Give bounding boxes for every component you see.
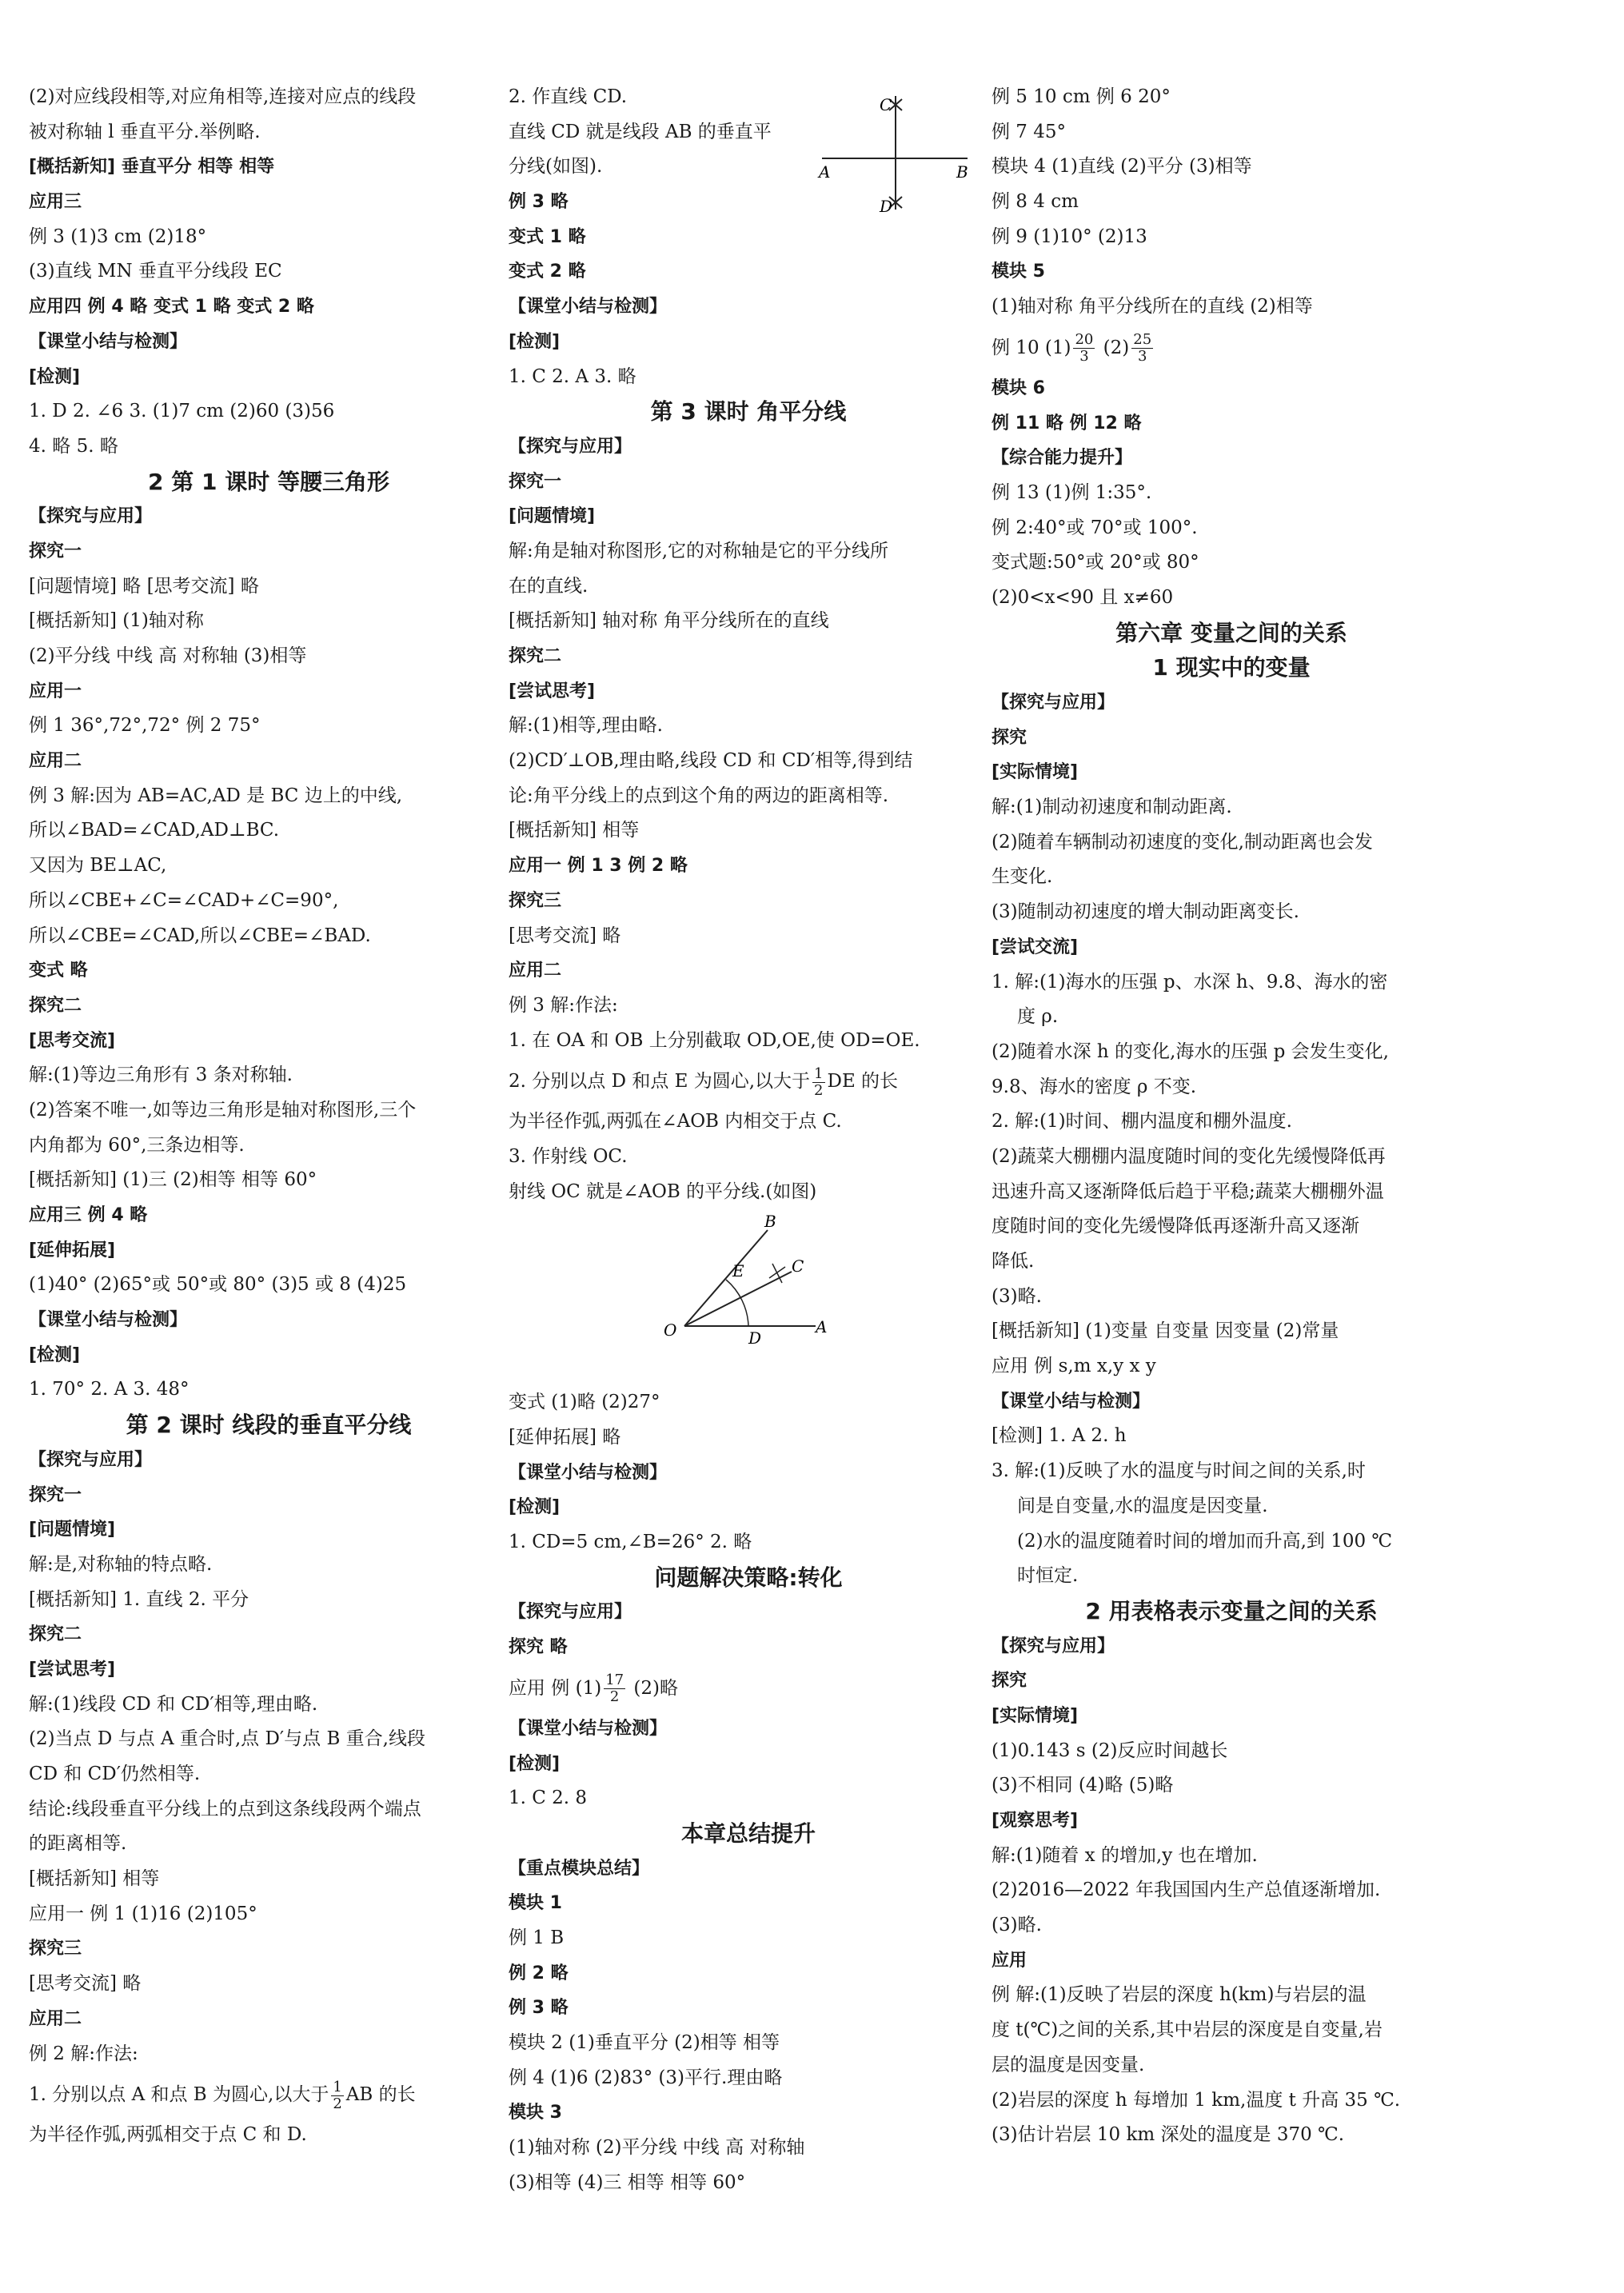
- bold-line: [检测]: [29, 1344, 81, 1365]
- denominator: 3: [1137, 348, 1147, 366]
- bold-line: 模块 1: [509, 1893, 562, 1914]
- text-line: [思考交流] 略: [509, 925, 621, 946]
- text-line: [概括新知] 轴对称 角平分线所在的直线: [509, 610, 829, 632]
- text-line: (3)相等 (4)三 相等 相等 60°: [509, 2171, 746, 2193]
- bold-line: 应用二: [29, 2008, 82, 2029]
- text-line: (2)答案不唯一,如等边三角形是轴对称图形,三个: [29, 1099, 417, 1121]
- text-line: (2)0<x<90 且 x≠60: [992, 586, 1174, 608]
- text-line: (1)0.143 s (2)反应时间越长: [992, 1740, 1228, 1761]
- bold-line: [问题情境]: [29, 1520, 116, 1540]
- text-line: 变式 (1)略 (2)27°: [509, 1392, 660, 1413]
- bold-line: 【课堂小结与检测】: [509, 1462, 668, 1483]
- column-1: [29, 80, 509, 2153]
- label-b: B: [956, 162, 968, 182]
- text-line: 内角都为 60°,三条边相等.: [29, 1134, 245, 1156]
- text-line: 1. C 2. 8: [509, 1788, 588, 1809]
- text-line: 所以∠CBE+∠C=∠CAD+∠C=90°,: [29, 889, 339, 911]
- bold-line: 应用二: [509, 961, 562, 981]
- text-line: 例 2 解:作法:: [29, 2043, 138, 2064]
- numerator: 1: [333, 2078, 342, 2095]
- text-line: [概括新知] (1)变量 自变量 因变量 (2)常量: [992, 1320, 1339, 1342]
- text-line: 解:(1)线段 CD 和 CD′相等,理由略.: [29, 1693, 318, 1715]
- text-line: 例 8 4 cm: [992, 191, 1079, 213]
- text-line: [延伸拓展] 略: [509, 1427, 621, 1448]
- angle-bisector-figure: [656, 1208, 840, 1344]
- text-line: 度随时间的变化先缓慢降低再逐渐升高又逐渐: [992, 1216, 1359, 1237]
- section-heading: 问题解决策略:转化: [654, 1564, 843, 1591]
- bold-line: [实际情境]: [992, 762, 1079, 783]
- text-line: (3)随制动初速度的增大制动距离变长.: [992, 901, 1299, 923]
- text-line: 降低.: [992, 1251, 1035, 1272]
- bold-line: [尝试思考]: [509, 681, 596, 701]
- fraction: [812, 1066, 824, 1099]
- text-line: 模块 2 (1)垂直平分 (2)相等 相等: [509, 2032, 780, 2053]
- fraction: [1131, 332, 1153, 365]
- section-heading: 第六章 变量之间的关系: [1115, 619, 1347, 646]
- label-e: E: [732, 1261, 744, 1280]
- numerator: 20: [1075, 331, 1094, 349]
- text-line: 例 4 (1)6 (2)83° (3)平行.理由略: [509, 2067, 783, 2088]
- text-line: 1. CD=5 cm,∠B=26° 2. 略: [509, 1532, 752, 1553]
- text-line: 例 3 解:因为 AB=AC,AD 是 BC 边上的中线,: [29, 785, 403, 806]
- label-o: O: [664, 1320, 677, 1340]
- text-line: (3)略.: [992, 1285, 1042, 1307]
- text-line: 解:(1)等边三角形有 3 条对称轴.: [29, 1065, 293, 1086]
- bold-line: 应用一 例 1 3 例 2 略: [509, 856, 688, 877]
- text-line: 1. 70° 2. A 3. 48°: [29, 1379, 190, 1400]
- denominator: 2: [814, 1081, 824, 1099]
- bold-line: 探究三: [29, 1939, 82, 1959]
- bold-line: 【课堂小结与检测】: [509, 297, 668, 318]
- bold-line: 【探究与应用】: [29, 1449, 153, 1470]
- line-text: 2. 分别以点 D 和点 E 为圆心,以大于: [509, 1071, 811, 1093]
- bold-line: 模块 3: [509, 2103, 562, 2123]
- text-line: (2)水的温度随着时间的增加而升高,到 100 ℃: [1017, 1530, 1393, 1552]
- bold-line: 探究一: [29, 541, 82, 561]
- bold-line: [思考交流]: [29, 1030, 116, 1051]
- text-line: 例 5 10 cm 例 6 20°: [992, 86, 1171, 107]
- text-line: 间是自变量,水的温度是因变量.: [1017, 1495, 1268, 1516]
- line-text: AB 的长: [345, 2084, 416, 2106]
- text-line: 论:角平分线上的点到这个角的两边的距离相等.: [509, 785, 889, 806]
- section-heading: 第 3 课时 角平分线: [650, 398, 847, 425]
- text-line: (2)对应线段相等,对应角相等,连接对应点的线段: [29, 86, 417, 107]
- bold-line: 模块 5: [992, 262, 1045, 282]
- bold-line: [延伸拓展]: [29, 1240, 116, 1260]
- bold-line: 应用三: [29, 192, 82, 213]
- bold-line: 模块 6: [992, 378, 1045, 398]
- bold-line: [检测]: [509, 1497, 561, 1518]
- bold-line: 例 3 略: [509, 192, 569, 213]
- bold-line: 探究: [992, 727, 1027, 748]
- text-line: (3)不相同 (4)略 (5)略: [992, 1775, 1174, 1796]
- text-line: 1. 解:(1)海水的压强 p、水深 h、9.8、海水的密: [992, 971, 1388, 993]
- text-line: CD 和 CD′仍然相等.: [29, 1764, 201, 1784]
- text-line: (2)蔬菜大棚棚内温度随时间的变化先缓慢降低再: [992, 1145, 1386, 1167]
- text-line: 例 3 解:作法:: [509, 994, 618, 1016]
- text-line: (1)轴对称 角平分线所在的直线 (2)相等: [992, 296, 1313, 318]
- text-line: 解:(1)制动初速度和制动距离.: [992, 797, 1232, 818]
- bold-line: 探究一: [29, 1484, 82, 1505]
- text-line: 例 13 (1)例 1:35°.: [992, 481, 1152, 503]
- text-line: 分线(如图).: [509, 156, 603, 178]
- text-line: 生变化.: [992, 866, 1053, 888]
- bold-line: [概括新知] 垂直平分 相等 相等: [29, 157, 275, 178]
- text-line: 例 7 45°: [992, 121, 1067, 142]
- bold-line: 【探究与应用】: [509, 436, 632, 457]
- text-line: [检测] 1. A 2. h: [992, 1425, 1127, 1447]
- bold-line: 【综合能力提升】: [992, 448, 1133, 469]
- text-line: 例 1 36°,72°,72° 例 2 75°: [29, 715, 261, 737]
- text-line: 被对称轴 l 垂直平分.举例略.: [29, 121, 261, 142]
- line-text: 1. 分别以点 A 和点 B 为圆心,以大于: [29, 2084, 329, 2106]
- text-line: (1)轴对称 (2)平分线 中线 高 对称轴: [509, 2137, 805, 2159]
- text-line: 例 1 B: [509, 1927, 565, 1948]
- text-line: (2)随着车辆制动初速度的变化,制动距离也会发: [992, 831, 1373, 853]
- denominator: 2: [333, 2095, 342, 2112]
- bold-line: 探究: [992, 1671, 1027, 1692]
- fraction: [604, 1672, 625, 1705]
- line-text: (2): [1097, 337, 1130, 358]
- bold-line: 应用: [992, 1950, 1027, 1971]
- text-line: [992, 325, 1471, 371]
- bold-line: 应用三 例 4 略: [29, 1205, 148, 1225]
- text-line: [概括新知] 1. 直线 2. 平分: [29, 1588, 249, 1610]
- text-line: (2)当点 D 与点 A 重合时,点 D′与点 B 重合,线段: [29, 1728, 425, 1750]
- text-line: 解:角是轴对称图形,它的对称轴是它的平分线所: [509, 540, 889, 561]
- text-line: (1)40° (2)65°或 50°或 80° (3)5 或 8 (4)25: [29, 1274, 407, 1296]
- text-line: 例 2:40°或 70°或 100°.: [992, 517, 1198, 538]
- bold-line: 【课堂小结与检测】: [509, 1718, 668, 1739]
- fraction: [1073, 332, 1095, 365]
- text-line: [509, 1665, 988, 1712]
- text-line: 在的直线.: [509, 575, 589, 597]
- perpendicular-bisector-figure: [816, 88, 976, 216]
- text-line: 射线 OC 就是∠AOB 的平分线.(如图): [509, 1180, 817, 1202]
- bold-line: 探究 略: [509, 1637, 568, 1658]
- text-line: [概括新知] 相等: [509, 820, 640, 841]
- bold-line: 应用二: [29, 751, 82, 772]
- bold-line: 【课堂小结与检测】: [29, 331, 188, 352]
- bold-line: 变式 1 略: [509, 226, 586, 247]
- text-line: 又因为 BE⊥AC,: [29, 855, 167, 877]
- text-line: 2. 解:(1)时间、棚内温度和棚外温度.: [992, 1111, 1292, 1133]
- bold-line: [尝试交流]: [992, 937, 1079, 957]
- text-line: 所以∠CBE=∠CAD,所以∠CBE=∠BAD.: [29, 925, 371, 946]
- text-line: (3)直线 MN 垂直平分线段 EC: [29, 261, 282, 282]
- label-b: B: [764, 1212, 776, 1231]
- bold-line: 探究一: [509, 471, 562, 492]
- bold-line: 探究二: [509, 646, 562, 666]
- text-line: 3. 解:(1)反映了水的温度与时间之间的关系,时: [992, 1460, 1366, 1482]
- bold-line: 变式 2 略: [509, 262, 586, 282]
- denominator: 3: [1079, 348, 1089, 366]
- text-line: 解:(1)随着 x 的增加,y 也在增加.: [992, 1844, 1258, 1866]
- text-line: [问题情境] 略 [思考交流] 略: [29, 575, 259, 597]
- bold-line: 【探究与应用】: [992, 1636, 1115, 1656]
- text-line: [509, 1058, 988, 1105]
- section-heading: 2 用表格表示变量之间的关系: [1085, 1597, 1378, 1624]
- bold-line: 例 2 略: [509, 1963, 569, 1983]
- bold-line: [实际情境]: [992, 1705, 1079, 1726]
- bold-line: 探究三: [509, 890, 562, 911]
- bold-line: [尝试思考]: [29, 1659, 116, 1680]
- text-line: (2)平分线 中线 高 对称轴 (3)相等: [29, 645, 307, 666]
- text-line: 例 9 (1)10° (2)13: [992, 226, 1147, 247]
- section-heading: 2 第 1 课时 等腰三角形: [148, 468, 389, 495]
- bold-line: [问题情境]: [509, 506, 596, 527]
- section-heading: 本章总结提升: [680, 1820, 816, 1847]
- text-line: 结论:线段垂直平分线上的点到这条线段两个端点: [29, 1798, 421, 1820]
- bold-line: [检测]: [509, 1753, 561, 1774]
- text-line: (3)估计岩层 10 km 深处的温度是 370 ℃.: [992, 2124, 1345, 2146]
- text-line: 所以∠BAD=∠CAD,AD⊥BC.: [29, 820, 280, 841]
- text-line: 解:(1)相等,理由略.: [509, 715, 663, 737]
- numerator: 1: [814, 1065, 824, 1082]
- text-line: [思考交流] 略: [29, 1973, 142, 1995]
- text-line: (2)CD′⊥OB,理由略,线段 CD 和 CD′相等,得到结: [509, 750, 913, 772]
- bold-line: 【课堂小结与检测】: [29, 1310, 188, 1331]
- numerator: 17: [605, 1672, 624, 1689]
- bold-line: 【课堂小结与检测】: [992, 1391, 1151, 1412]
- text-line: 1. C 2. A 3. 略: [509, 366, 636, 387]
- text-line: (2)随着水深 h 的变化,海水的压强 p 会发生变化,: [992, 1041, 1389, 1062]
- text-line: 1. D 2. ∠6 3. (1)7 cm (2)60 (3)56: [29, 401, 335, 422]
- numerator: 25: [1133, 331, 1152, 349]
- bold-line: 应用一: [29, 681, 82, 701]
- text-line: [29, 2071, 509, 2118]
- bold-line: 例 11 略 例 12 略: [992, 413, 1142, 433]
- column-2: [509, 80, 988, 2200]
- text-line: 模块 4 (1)直线 (2)平分 (3)相等: [992, 156, 1252, 178]
- text-line: 应用一 例 1 (1)16 (2)105°: [29, 1903, 257, 1924]
- line-text: 应用 例 (1): [509, 1677, 602, 1699]
- bold-line: 探究二: [29, 1624, 82, 1645]
- text-line: 为半径作弧,两弧相交于点 C 和 D.: [29, 2124, 307, 2146]
- label-d: D: [880, 197, 893, 216]
- bold-line: 例 3 略: [509, 1998, 569, 2019]
- text-line: 直线 CD 就是线段 AB 的垂直平: [509, 121, 772, 142]
- bold-line: 【探究与应用】: [509, 1602, 632, 1623]
- text-line: 例 解:(1)反映了岩层的深度 h(km)与岩层的温: [992, 1984, 1367, 2006]
- label-c: C: [880, 95, 892, 114]
- bold-line: 变式 略: [29, 961, 88, 981]
- section-heading: 1 现实中的变量: [1152, 654, 1311, 681]
- bold-line: 【重点模块总结】: [509, 1858, 650, 1879]
- column-3: [992, 80, 1471, 2153]
- fraction: [331, 2079, 343, 2112]
- line-text: (2)略: [628, 1677, 678, 1699]
- text-line: (2)岩层的深度 h 每增加 1 km,温度 t 升高 35 ℃.: [992, 2089, 1401, 2111]
- label-c: C: [792, 1256, 804, 1276]
- text-line: (3)略.: [992, 1915, 1042, 1936]
- bold-line: [检测]: [29, 366, 81, 387]
- text-line: 3. 作射线 OC.: [509, 1145, 628, 1167]
- text-line: [概括新知] 相等: [29, 1868, 160, 1890]
- text-line: 的距离相等.: [29, 1833, 127, 1855]
- section-heading: 第 2 课时 线段的垂直平分线: [126, 1412, 412, 1439]
- text-line: [概括新知] (1)轴对称: [29, 610, 204, 632]
- line-text: DE 的长: [827, 1071, 899, 1093]
- text-line: 度 ρ.: [1017, 1006, 1059, 1028]
- text-line: 2. 作直线 CD.: [509, 86, 628, 107]
- bold-line: [检测]: [509, 331, 561, 352]
- label-a: A: [819, 162, 831, 182]
- text-line: 应用 例 s,m x,y x y: [992, 1356, 1156, 1377]
- text-line: 解:是,对称轴的特点略.: [29, 1553, 213, 1575]
- text-line: 9.8、海水的密度 ρ 不变.: [992, 1076, 1197, 1097]
- label-a: A: [816, 1317, 828, 1336]
- text-line: 时恒定.: [1017, 1565, 1079, 1587]
- bold-line: 【探究与应用】: [992, 693, 1115, 713]
- text-line: 迅速升高又逐渐降低后趋于平稳;蔬菜大棚棚外温: [992, 1180, 1384, 1202]
- label-d: D: [748, 1328, 762, 1344]
- bold-line: 【探究与应用】: [29, 506, 153, 527]
- bold-line: 应用四 例 4 略 变式 1 略 变式 2 略: [29, 297, 314, 318]
- denominator: 2: [609, 1688, 620, 1706]
- text-line: 4. 略 5. 略: [29, 435, 118, 457]
- bold-line: 探究二: [29, 995, 82, 1016]
- text-line: [概括新知] (1)三 (2)相等 相等 60°: [29, 1169, 317, 1191]
- text-line: (2)2016—2022 年我国国内生产总值逐渐增加.: [992, 1880, 1381, 1901]
- line-text: 例 10 (1): [992, 337, 1071, 358]
- text-line: 为半径作弧,两弧在∠AOB 内相交于点 C.: [509, 1111, 842, 1133]
- text-line: 变式题:50°或 20°或 80°: [992, 552, 1199, 573]
- text-line: 例 3 (1)3 cm (2)18°: [29, 226, 207, 247]
- text-line: 1. 在 OA 和 OB 上分别截取 OD,OE,使 OD=OE.: [509, 1029, 920, 1051]
- text-line: 度 t(℃)之间的关系,其中岩层的深度是自变量,岩: [992, 2019, 1383, 2041]
- text-line: 层的温度是因变量.: [992, 2054, 1145, 2075]
- bold-line: [观察思考]: [992, 1811, 1079, 1831]
